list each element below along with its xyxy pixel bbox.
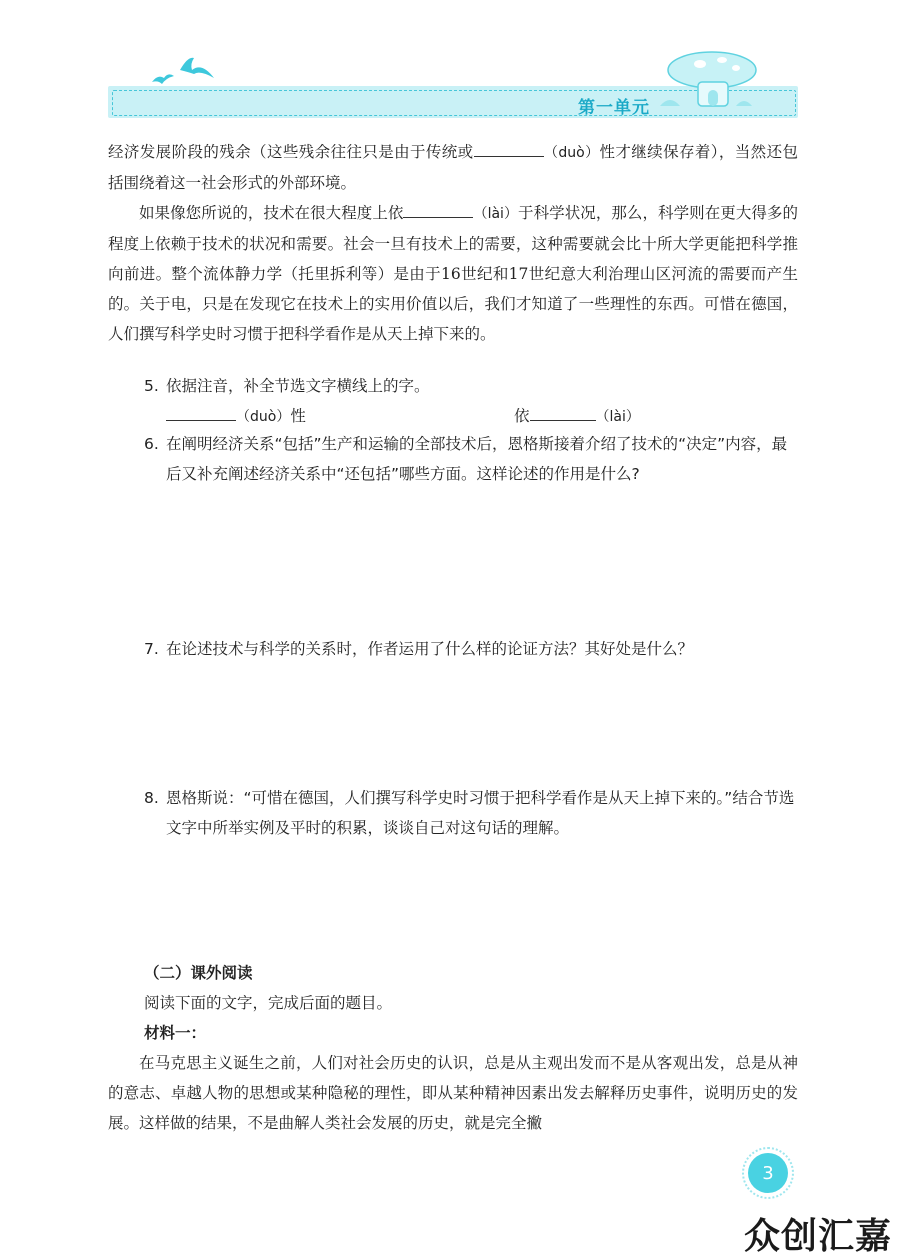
mushroom-house-icon (650, 48, 760, 110)
answer-area-6[interactable] (166, 520, 796, 630)
fill-blank[interactable] (530, 404, 596, 421)
passage-paragraph-2: 如果像您所说的，技术在很大程度上依 （lài）于科学状况，那么，科学则在更大得多的程度上依赖于技术的状况和需要。社会一旦有技术上的需要，这种需要就会比十所大学更能把科学推向前进。整个流体静力学（托里拆利等）是由于16世纪和17世纪意大利治理山区河流的需要而产生的。关于电，只是在发现它在技术上的实用价值以后，我们才知道了一些理性的东西。可惜在德国，人们撰写科学史时习惯于把科学看作是从天上掉下来的。 (108, 198, 798, 349)
material-text: 在马克思主义诞生之前，人们对社会历史的认识，总是从主观出发而不是从客观出发，总是从神的意志、卓越人物的思想或某种隐秘的理性，即从某种精神因素出发去解释历史事件，说明历史的发展。这样做的结果，不是曲解人类社会发展的历史，就是完全撇 (108, 1054, 798, 1132)
fill-blank[interactable] (403, 201, 473, 218)
fill-blank[interactable] (166, 404, 236, 421)
answer-blank-1: （duò）性 (166, 401, 306, 432)
question-7: 7. 在论述技术与科学的关系时，作者运用了什么样的论证方法？其好处是什么？ (144, 640, 694, 658)
question-8: 8. 恩格斯说：“可惜在德国，人们撰写科学史时习惯于把科学看作是从天上掉下来的。”结合节选文字中所举实例及平时的积累，谈谈自己对这句话的理解。 (144, 789, 795, 837)
answer-blank-2: 依 （lài） (514, 401, 640, 432)
fill-blank[interactable] (474, 140, 544, 157)
section-heading: （二）课外阅读 (144, 964, 253, 982)
answer-area-7[interactable] (166, 668, 796, 778)
unit-title: 第一单元 (578, 98, 650, 118)
passage (108, 137, 798, 349)
section-instruction: 阅读下面的文字，完成后面的题目。 (144, 994, 393, 1012)
answer-area-8[interactable] (166, 846, 796, 956)
question-5-answers (144, 401, 796, 431)
question-5: 5. 依据注音，补全节选文字横线上的字。 （duò）性 依 （lài） (144, 371, 796, 431)
page-number: 3 (748, 1153, 788, 1193)
question-6: 6. 在阐明经济关系“包括”生产和运输的全部技术后，恩格斯接着介绍了技术的“决定”内容，最后又补充阐述经济关系中“还包括”哪些方面。这样论述的作用是什么? (144, 435, 788, 483)
material-label: 材料一： (144, 1024, 207, 1042)
birds-icon (150, 52, 220, 88)
section-2 (108, 958, 798, 1138)
passage-paragraph-1: 经济发展阶段的残余（这些残余往往只是由于传统或 （duò）性才继续保存着），当然还包括围绕着这一社会形式的外部环境。 (108, 137, 798, 198)
watermark-text: 众创汇嘉 (744, 1216, 893, 1257)
